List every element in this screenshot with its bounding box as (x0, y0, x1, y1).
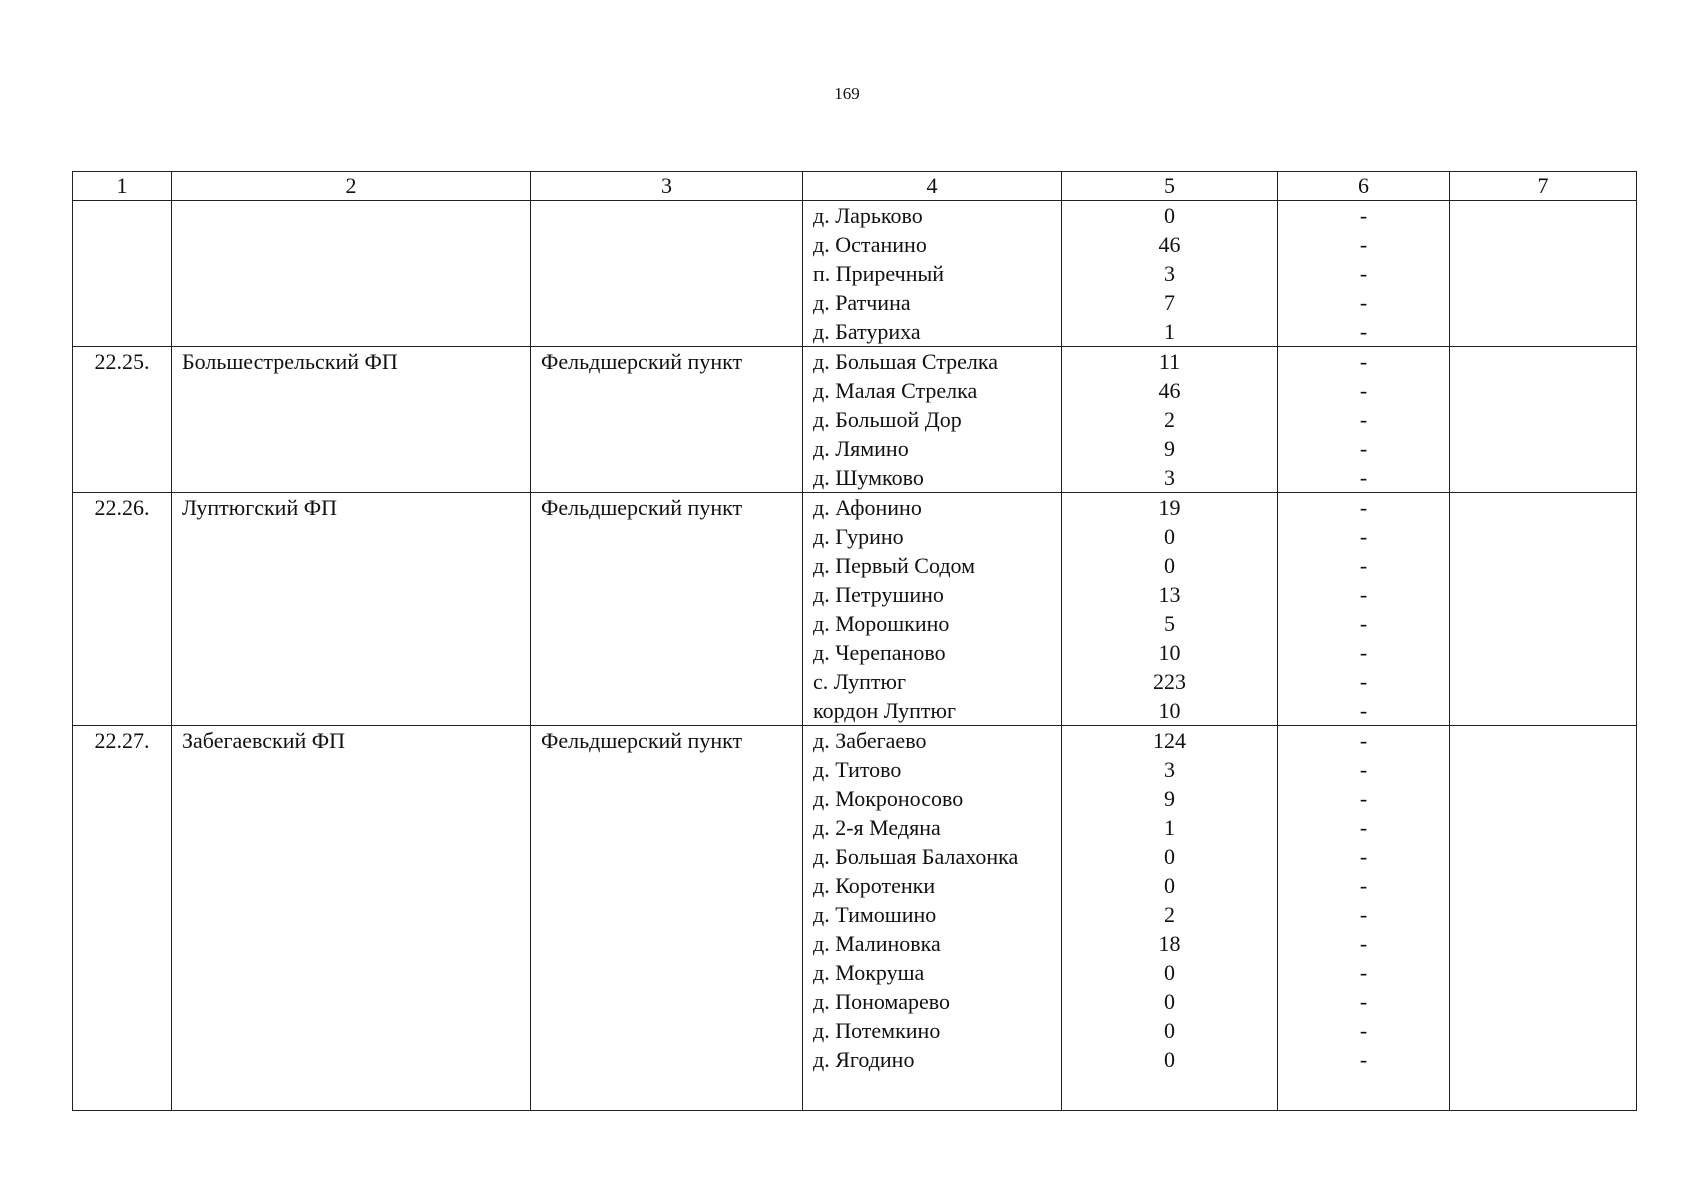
column-header: 2 (172, 172, 531, 201)
settlement-list (803, 493, 1062, 726)
population-value: 46 (1158, 378, 1181, 403)
col6-value: - (1359, 844, 1368, 869)
col6-value: - (1359, 261, 1368, 286)
col7-empty (1450, 493, 1637, 726)
col6-value: - (1359, 290, 1368, 315)
facility-name (172, 201, 531, 347)
col6-list (1278, 726, 1450, 1111)
col6-value: - (1359, 232, 1368, 257)
col6-value: - (1359, 1018, 1368, 1043)
col6-value: - (1359, 873, 1368, 898)
settlement-name: д. Черепаново (813, 640, 946, 665)
settlement-name: д. Большой Дор (813, 407, 962, 432)
column-header: 6 (1278, 172, 1450, 201)
col6-value: - (1359, 524, 1368, 549)
settlement-name: д. Петрушино (813, 582, 944, 607)
settlement-list (803, 201, 1062, 347)
col6-list (1278, 201, 1450, 347)
settlement-name: д. Останино (813, 232, 927, 257)
col6-value: - (1359, 931, 1368, 956)
facility-type: Фельдшерский пункт (531, 726, 803, 1111)
population-value: 10 (1158, 640, 1181, 665)
settlement-name: д. Ратчина (813, 290, 911, 315)
settlement-name: д. Морошкино (813, 611, 950, 636)
settlement-name: д. Большая Балахонка (813, 844, 1019, 869)
settlement-name: д. Афонино (813, 495, 922, 520)
col6-value: - (1359, 786, 1368, 811)
population-value: 18 (1158, 931, 1181, 956)
population-value: 124 (1153, 728, 1186, 753)
item-number (73, 201, 172, 347)
settlement-name: д. Потемкино (813, 1018, 941, 1043)
population-value: 0 (1164, 553, 1175, 578)
population-value: 0 (1164, 203, 1175, 228)
table-header-row (73, 172, 1637, 201)
table-body (73, 201, 1637, 1111)
settlement-name: д. Ларьково (813, 203, 923, 228)
column-header: 1 (73, 172, 172, 201)
col6-value: - (1359, 611, 1368, 636)
settlement-list (803, 347, 1062, 493)
col6-value: - (1359, 465, 1368, 490)
population-value: 2 (1164, 407, 1175, 432)
facility-name: Забегаевский ФП (172, 726, 531, 1111)
col6-value: - (1359, 815, 1368, 840)
settlement-name: д. Большая Стрелка (813, 349, 999, 374)
settlement-name: д. Первый Содом (813, 553, 976, 578)
facility-type: Фельдшерский пункт (531, 347, 803, 493)
page-number: 169 (834, 84, 860, 103)
population-value: 3 (1164, 465, 1175, 490)
col6-value: - (1359, 960, 1368, 985)
facility-name: Луптюгский ФП (172, 493, 531, 726)
population-value: 10 (1158, 698, 1181, 723)
col6-value: - (1359, 1047, 1368, 1072)
facilities-table (72, 171, 1637, 1111)
population-value: 5 (1164, 611, 1175, 636)
item-number: 22.27. (73, 726, 172, 1111)
settlement-name: д. Батуриха (813, 319, 921, 344)
settlement-name: д. 2-я Медяна (813, 815, 941, 840)
settlement-name: д. Малиновка (813, 931, 941, 956)
column-header: 4 (803, 172, 1062, 201)
settlement-name: д. Мокроносово (813, 786, 964, 811)
col6-value: - (1359, 989, 1368, 1014)
population-value: 9 (1164, 786, 1175, 811)
settlement-name: д. Шумково (813, 465, 924, 490)
facility-group-row (73, 347, 1637, 493)
population-value: 0 (1164, 1018, 1175, 1043)
population-list (1062, 201, 1278, 347)
settlement-name: кордон Луптюг (813, 698, 956, 723)
col6-value: - (1359, 407, 1368, 432)
population-list (1062, 493, 1278, 726)
population-value: 1 (1164, 815, 1175, 840)
population-value: 0 (1164, 960, 1175, 985)
col6-value: - (1359, 669, 1368, 694)
col6-value: - (1359, 582, 1368, 607)
facility-type (531, 201, 803, 347)
population-value: 7 (1164, 290, 1175, 315)
settlement-name: д. Мокруша (813, 960, 925, 985)
population-list (1062, 347, 1278, 493)
col6-value: - (1359, 495, 1368, 520)
facility-name: Большестрельский ФП (172, 347, 531, 493)
settlement-name: д. Гурино (813, 524, 904, 549)
population-value: 13 (1158, 582, 1181, 607)
population-value: 223 (1153, 669, 1186, 694)
facility-group-row (73, 201, 1637, 347)
population-value: 3 (1164, 261, 1175, 286)
column-header: 7 (1450, 172, 1637, 201)
col6-value: - (1359, 698, 1368, 723)
settlement-name: д. Титово (813, 757, 902, 782)
facility-group-row (73, 726, 1637, 1111)
population-value: 0 (1164, 524, 1175, 549)
col6-value: - (1359, 436, 1368, 461)
settlement-name: д. Тимошино (813, 902, 937, 927)
population-value: 0 (1164, 1047, 1175, 1072)
column-header: 3 (531, 172, 803, 201)
item-number: 22.26. (73, 493, 172, 726)
col7-empty (1450, 201, 1637, 347)
col6-value: - (1359, 203, 1368, 228)
population-value: 9 (1164, 436, 1175, 461)
col6-list (1278, 347, 1450, 493)
col6-value: - (1359, 757, 1368, 782)
col7-empty (1450, 347, 1637, 493)
col7-empty (1450, 726, 1637, 1111)
col6-list (1278, 493, 1450, 726)
settlement-name: д. Ягодино (813, 1047, 915, 1072)
column-header: 5 (1062, 172, 1278, 201)
settlement-name: д. Малая Стрелка (813, 378, 978, 403)
settlement-name: д. Забегаево (813, 728, 927, 753)
item-number: 22.25. (73, 347, 172, 493)
col6-value: - (1359, 902, 1368, 927)
settlement-name: с. Луптюг (813, 669, 906, 694)
settlement-name: д. Пономарево (813, 989, 950, 1014)
settlement-name: д. Лямино (813, 436, 909, 461)
population-value: 3 (1164, 757, 1175, 782)
col6-value: - (1359, 349, 1368, 374)
population-value: 46 (1158, 232, 1181, 257)
col6-value: - (1359, 319, 1368, 344)
population-value: 2 (1164, 902, 1175, 927)
settlement-name: д. Коротенки (813, 873, 936, 898)
population-value: 11 (1158, 349, 1181, 374)
col6-value: - (1359, 728, 1368, 753)
col6-value: - (1359, 553, 1368, 578)
col6-value: - (1359, 640, 1368, 665)
col6-value: - (1359, 378, 1368, 403)
population-value: 0 (1164, 989, 1175, 1014)
population-list (1062, 726, 1278, 1111)
population-value: 19 (1158, 495, 1181, 520)
population-value: 1 (1164, 319, 1175, 344)
settlement-list (803, 726, 1062, 1111)
settlement-name: п. Приречный (813, 261, 945, 286)
population-value: 0 (1164, 844, 1175, 869)
facility-group-row (73, 493, 1637, 726)
population-value: 0 (1164, 873, 1175, 898)
facility-type: Фельдшерский пункт (531, 493, 803, 726)
